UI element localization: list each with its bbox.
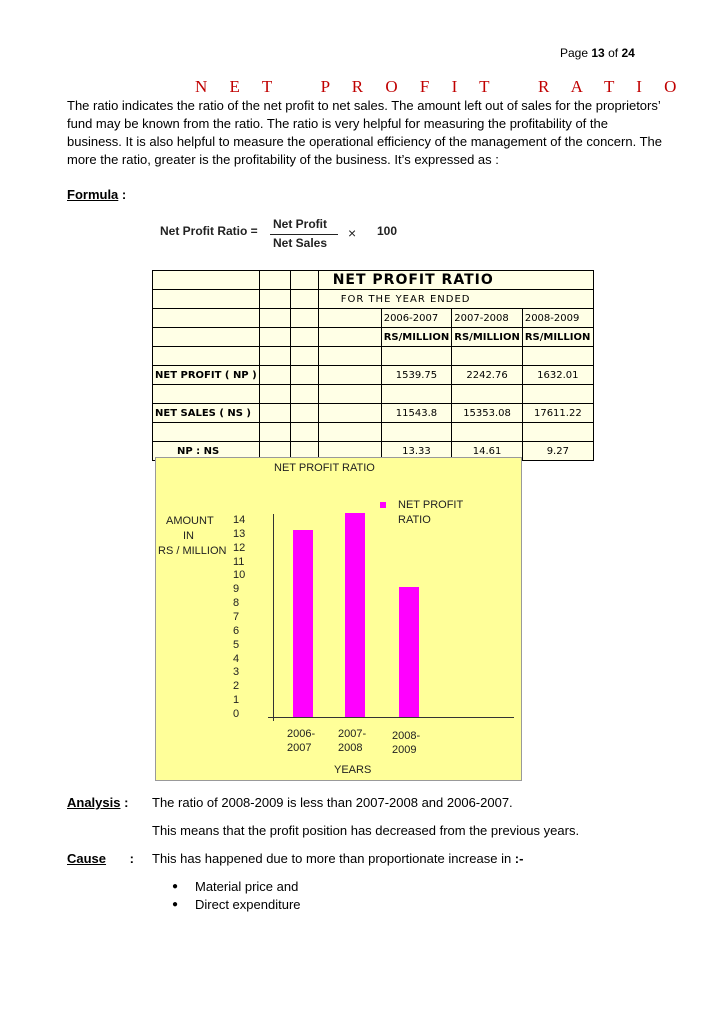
formula-multiplier: 100 [377, 224, 398, 238]
y-axis [273, 514, 274, 721]
x-tick-label: 2008- [392, 730, 421, 742]
x-axis-label: YEARS [334, 764, 372, 776]
cell-value: 9.27 [522, 442, 593, 461]
row-label: NET PROFIT ( NP ) [153, 366, 260, 385]
bar-2008-2009 [399, 587, 419, 717]
y-axis-label-line: AMOUNT [166, 515, 214, 527]
cell-value: 17611.22 [522, 404, 593, 423]
table-title: NET PROFIT RATIO [318, 271, 593, 290]
year-header: 2007-2008 [452, 309, 523, 328]
legend-label-line: RATIO [398, 514, 431, 526]
unit-header: RS/MILLION [522, 328, 593, 347]
legend-swatch [380, 502, 386, 508]
y-tick-label: 2 [233, 680, 240, 693]
cell-value: 1632.01 [522, 366, 593, 385]
y-tick-label: 5 [233, 638, 240, 651]
y-tick-label: 8 [233, 597, 240, 610]
net-profit-ratio-table [152, 270, 594, 461]
cell-value: 15353.08 [452, 404, 523, 423]
y-tick-label: 13 [233, 527, 246, 540]
list-item: Direct expenditure [195, 897, 301, 912]
y-tick-label: 14 [233, 514, 246, 526]
unit-header: RS/MILLION [452, 328, 523, 347]
x-tick-label: 2006- [287, 728, 316, 740]
row-label: NET SALES ( NS ) [153, 404, 260, 423]
table-subtitle: FOR THE YEAR ENDED [318, 290, 593, 309]
intro-paragraph: The ratio indicates the ratio of the net profit to net sales. The amount left out of sales for the proprietors’ fund may be known from the ratio. The ratio is very helpful for measuring the profitability of the business. It is also helpful to measure the operational efficiency of the management of the concern. The more the ratio, greater is the profitability of the business. It’s expressed as : [67, 98, 662, 167]
y-tick-label: 12 [233, 541, 246, 554]
analysis-line-1: The ratio of 2008-2009 is less than 2007-2008 and 2006-2007. [152, 795, 513, 810]
times-sign: × [348, 225, 357, 241]
y-axis-label-line: IN [183, 530, 194, 542]
chart-title: NET PROFIT RATIO [274, 462, 375, 474]
x-tick-label: 2009 [392, 744, 417, 756]
list-item: Material price and [195, 879, 299, 894]
formula-denominator: Net Sales [273, 236, 328, 250]
y-tick-label: 9 [233, 583, 240, 596]
bar-2007-2008 [345, 513, 365, 717]
table-row [153, 366, 594, 385]
x-tick-label: 2007 [287, 742, 312, 754]
y-axis-label-line: RS / MILLION [158, 545, 227, 557]
bullet-icon: ● [172, 881, 179, 892]
legend-label-line: NET PROFIT [398, 499, 464, 511]
fraction-line [270, 234, 338, 235]
cell-value: 2242.76 [452, 366, 523, 385]
cell-value: 13.33 [381, 442, 452, 461]
cause-label: Cause : [67, 851, 134, 866]
x-tick-label: 2007- [338, 728, 367, 740]
cell-value: 14.61 [452, 442, 523, 461]
y-tick-label: 3 [233, 666, 240, 679]
y-tick-label: 1 [233, 694, 240, 707]
y-tick-label: 10 [233, 569, 246, 582]
page-title: N E T P R O F I T R A T I O [195, 77, 686, 96]
table-row [153, 404, 594, 423]
unit-header: RS/MILLION [381, 328, 452, 347]
bar-2006-2007 [293, 530, 313, 717]
formula-lhs: Net Profit Ratio = [160, 224, 258, 238]
cell-value: 1539.75 [381, 366, 452, 385]
x-tick-label: 2008 [338, 742, 363, 754]
page-number: Page 13 of 24 [560, 46, 635, 60]
analysis-line-2: This means that the profit position has decreased from the previous years. [152, 823, 580, 838]
cause-text: This has happened due to more than proportionate increase in :- [152, 851, 524, 866]
formula-numerator: Net Profit [273, 217, 327, 231]
formula-label: Formula : [67, 187, 127, 202]
row-label: NP : NS [153, 442, 260, 461]
x-axis [268, 717, 514, 718]
cell-value: 11543.8 [381, 404, 452, 423]
y-tick-label: 11 [233, 555, 245, 568]
analysis-label: Analysis : [67, 795, 129, 810]
year-header: 2008-2009 [522, 309, 593, 328]
y-tick-label: 0 [233, 708, 240, 720]
net-profit-ratio-chart [155, 457, 522, 781]
y-tick-label: 6 [233, 624, 240, 637]
year-header: 2006-2007 [381, 309, 452, 328]
y-tick-label: 7 [233, 611, 240, 623]
y-tick-label: 4 [233, 652, 240, 665]
bullet-icon: ● [172, 899, 179, 910]
